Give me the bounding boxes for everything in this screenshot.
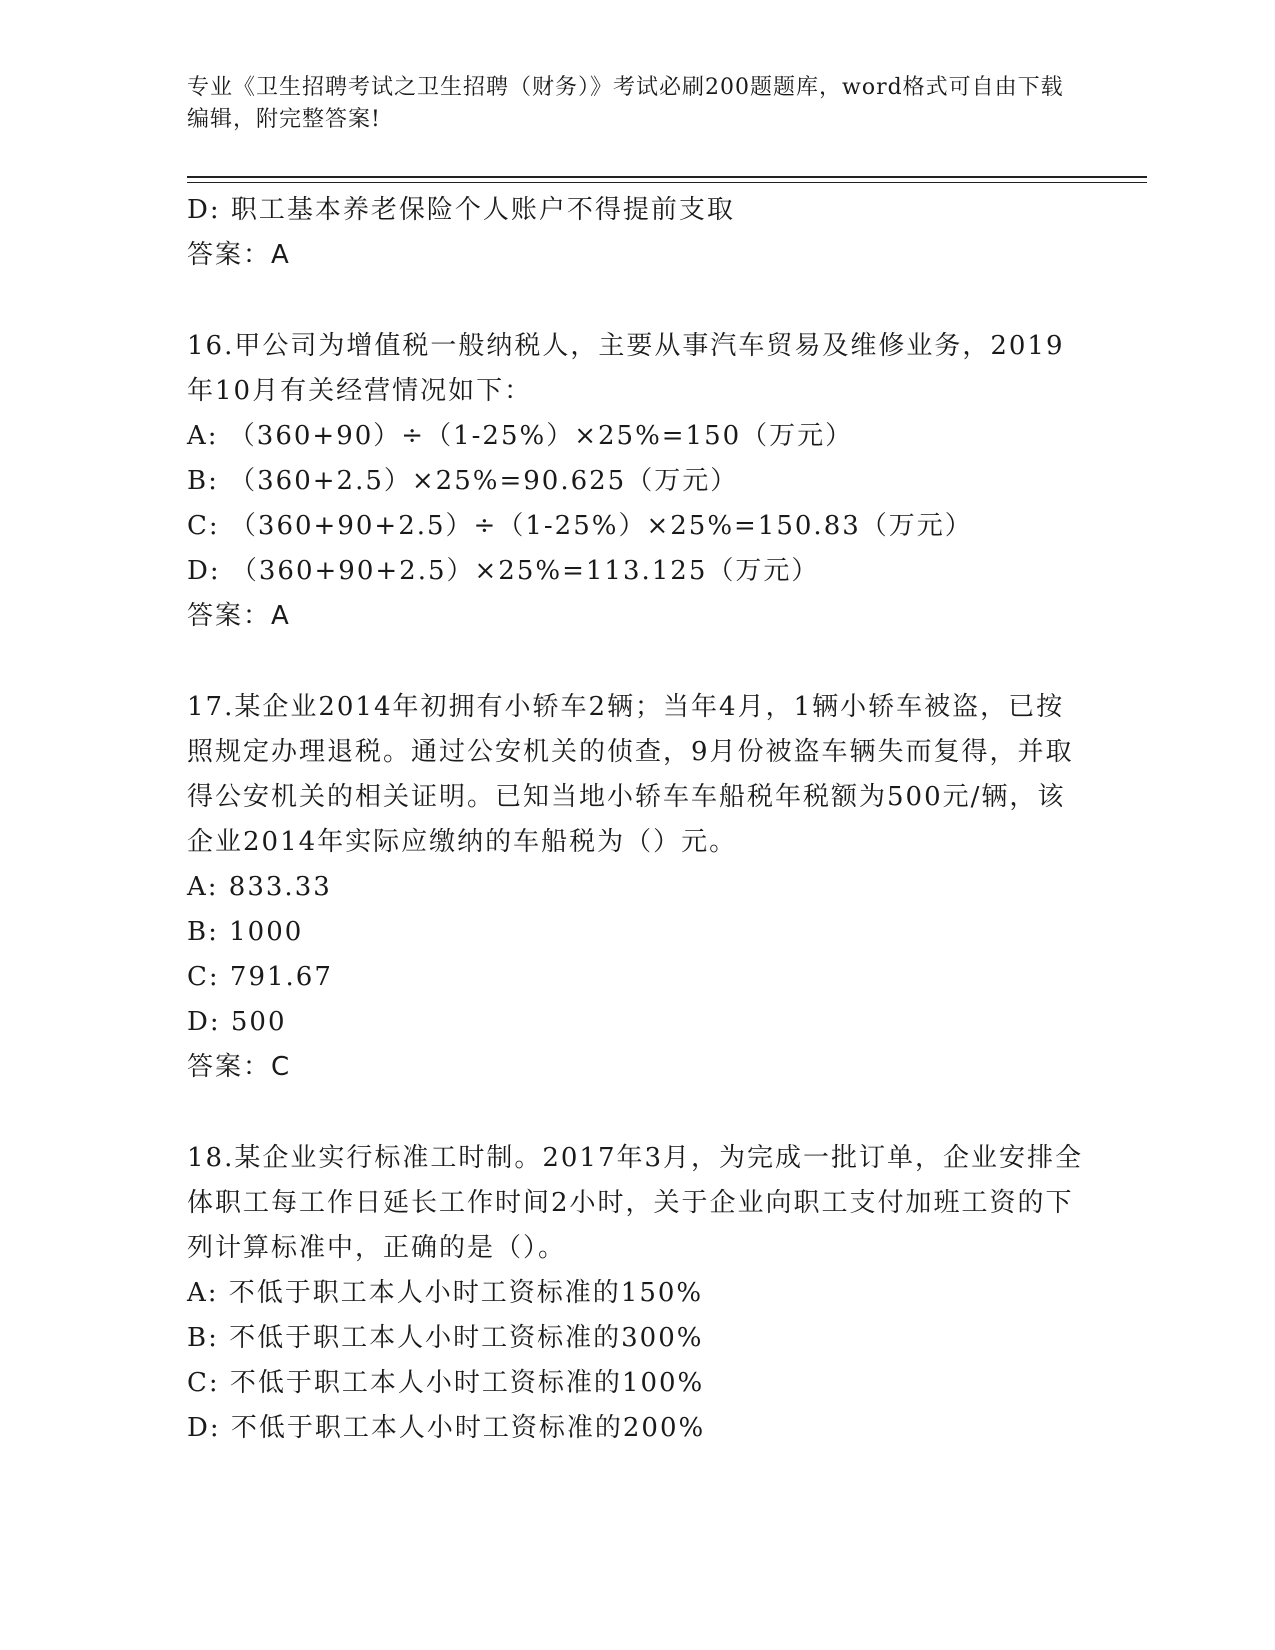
header-divider-thick xyxy=(187,176,1147,178)
header-divider-thin xyxy=(187,182,1147,183)
option-a: A: 不低于职工本人小时工资标准的150% xyxy=(187,1278,704,1308)
option-c: C: 791.67 xyxy=(187,962,333,992)
option-b: B: 不低于职工本人小时工资标准的300% xyxy=(187,1323,704,1353)
carryover-option-d: D: 职工基本养老保险个人账户不得提前支取 xyxy=(187,195,735,225)
option-c: C: 不低于职工本人小时工资标准的100% xyxy=(187,1368,705,1398)
answer: 答案：A xyxy=(187,601,291,631)
question-stem: 16.甲公司为增值税一般纳税人，主要从事汽车贸易及维修业务，2019年10月有关经营情况如下： xyxy=(187,331,1065,406)
question-16 xyxy=(187,324,1087,639)
question-stem: 17.某企业2014年初拥有小轿车2辆；当年4月，1辆小轿车被盗，已按照规定办理退税。通过公安机关的侦查，9月份被盗车辆失而复得，并取得公安机关的相关证明。已知当地小轿车车船税年税额为500元/辆，该企业2014年实际应缴纳的车船税为（）元。 xyxy=(187,692,1074,857)
option-a: A: 833.33 xyxy=(187,872,332,902)
answer: 答案：C xyxy=(187,1052,292,1082)
option-a: A: （360+90）÷（1-25%）×25%=150（万元） xyxy=(187,421,854,451)
question-content xyxy=(187,188,1087,1451)
option-d: D: （360+90+2.5）×25%=113.125（万元） xyxy=(187,556,820,586)
option-b: B: 1000 xyxy=(187,917,304,947)
option-d: D: 500 xyxy=(187,1007,287,1037)
question-18 xyxy=(187,1136,1087,1451)
option-b: B: （360+2.5）×25%=90.625（万元） xyxy=(187,466,739,496)
option-c: C: （360+90+2.5）÷（1-25%）×25%=150.83（万元） xyxy=(187,511,973,541)
question-17 xyxy=(187,685,1087,1090)
page-header: 专业《卫生招聘考试之卫生招聘（财务）》考试必刷200题题库，word格式可自由下载编辑，附完整答案! xyxy=(187,75,1064,132)
carryover-answer: 答案：A xyxy=(187,240,291,270)
question-stem: 18.某企业实行标准工时制。2017年3月，为完成一批订单，企业安排全体职工每工作日延长工作时间2小时，关于企业向职工支付加班工资的下列计算标准中，正确的是（）。 xyxy=(187,1143,1084,1263)
option-d: D: 不低于职工本人小时工资标准的200% xyxy=(187,1413,706,1443)
